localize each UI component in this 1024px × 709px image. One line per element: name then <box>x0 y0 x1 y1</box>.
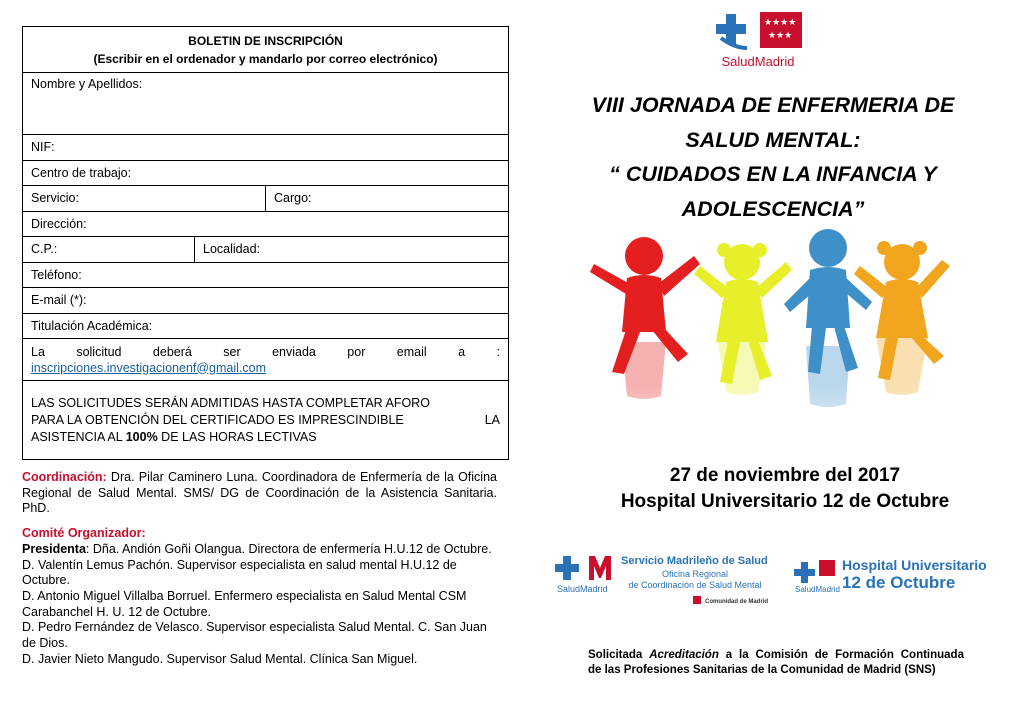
committee-member: D. Valentín Lemus Pachón. Supervisor especialista en salud mental H.U.12 de Octubre. <box>22 557 457 588</box>
submit-text <box>31 344 500 360</box>
note-attendance-percent: 100% <box>125 429 158 444</box>
accreditation-note <box>588 648 964 678</box>
sms-name: Servicio Madrileño de Salud <box>621 555 768 567</box>
note-certificate-end: LA <box>484 412 500 427</box>
partner-logos <box>555 550 995 614</box>
note-attendance-b: DE LAS HORAS LECTIVAS <box>157 429 317 444</box>
title-line: ADOLESCENCIA” <box>681 196 865 221</box>
row-postal-city <box>23 237 508 263</box>
field-email[interactable] <box>23 288 508 314</box>
credits <box>22 470 497 667</box>
field-postal-code[interactable] <box>23 237 195 262</box>
field-degree-label: Titulación Académica: <box>31 318 153 333</box>
submit-word: ser <box>223 344 241 359</box>
field-phone-label: Teléfono: <box>31 267 82 282</box>
field-phone[interactable] <box>23 263 508 289</box>
event-date: 27 de noviembre del 2017 <box>669 465 901 486</box>
accred-word: de <box>814 649 829 661</box>
accred-word: Formación <box>835 649 894 661</box>
note-certificate-text: PARA LA OBTENCIÓN DEL CERTIFICADO ES IMPRESCINDIBLE <box>31 412 404 427</box>
committee-member: D. Javier Nieto Mangudo. Supervisor Salud Mental. Clínica San Miguel. <box>22 651 418 666</box>
president-label: Presidenta <box>22 541 86 556</box>
salud-madrid-emblem-icon <box>712 8 804 74</box>
salud-madrid-logo <box>712 8 804 74</box>
president-text: : Dña. Andión Goñi Olangua. Directora de enfermería H.U.12 de Octubre. <box>85 541 492 556</box>
submit-word: solicitud <box>76 344 122 359</box>
field-nif-label: NIF: <box>31 140 55 155</box>
registration-form <box>22 26 509 460</box>
note-attendance-a: ASISTENCIA AL <box>31 429 126 444</box>
partner-logos-icon <box>555 550 995 614</box>
field-position[interactable] <box>266 186 320 211</box>
submit-word: deberá <box>152 344 192 359</box>
cm-text: Comunidad de Madrid <box>705 599 768 605</box>
accreditation-line2: de las Profesiones Sanitarias de la Comunidad de Madrid (SNS) <box>588 664 936 676</box>
submit-word: por <box>347 344 366 359</box>
field-postal-code-label: C.P.: <box>31 242 58 257</box>
title-line: VIII JORNADA DE ENFERMERIA DE <box>591 93 955 117</box>
submit-word: email <box>396 344 427 359</box>
logo-top-text: SaludMadrid <box>721 54 795 69</box>
event-venue: Hospital Universitario 12 de Octubre <box>620 491 950 512</box>
coordination-text: Dra. Pilar Caminero Luna. Coordinadora de Enfermería de la Oficina Regional de Salud Mental. SMS/ DG de Coordinación de la Asistencia Sanitaria. PhD. <box>22 470 497 516</box>
form-title: BOLETIN DE INSCRIPCIÓN <box>188 33 343 48</box>
field-address-label: Dirección: <box>31 216 87 231</box>
coordination-label: Coordinación: <box>22 470 107 484</box>
note-attendance <box>31 429 500 446</box>
field-position-label: Cargo: <box>274 191 312 206</box>
field-name-label: Nombre y Apellidos: <box>31 77 143 91</box>
dancing-children-icon <box>582 222 957 464</box>
svg-text:★★★★: ★★★★ <box>764 18 797 28</box>
field-city[interactable] <box>195 237 268 262</box>
committee-member: D. Antonio Miguel Villalba Borruel. Enfermero especialista en Salud Mental CSM Carabanchel H. U. 12 de Octubre. <box>22 588 467 619</box>
note-certificate <box>31 412 500 429</box>
svg-text:★★★: ★★★ <box>768 31 793 41</box>
field-service[interactable] <box>23 186 266 211</box>
accred-word: Comisión <box>755 649 808 661</box>
accred-word: a <box>725 649 733 661</box>
submit-word: a <box>458 344 466 359</box>
accreditation-line1 <box>588 648 964 663</box>
field-workplace[interactable] <box>23 161 508 187</box>
committee-label: Comité Organizador: <box>22 526 146 541</box>
title-line: “ CUIDADOS EN LA INFANCIA Y <box>609 162 937 186</box>
form-subtitle: (Escribir en el ordenador y mandarlo por correo electrónico) <box>93 51 438 66</box>
hosp-line2: 12 de Octubre <box>842 573 956 592</box>
children-illustration <box>582 222 957 464</box>
accred-word: la <box>739 649 749 661</box>
field-city-label: Localidad: <box>203 242 260 257</box>
submit-word: La <box>31 344 45 359</box>
committee-member: D. Pedro Fernández de Velasco. Supervisor especialista Salud Mental. C. San Juan de Dios. <box>22 620 487 651</box>
hosp-line1: Hospital Universitario <box>842 557 987 573</box>
accred-word: Solicitada <box>588 649 643 661</box>
event-title <box>548 88 998 226</box>
hosp-small-text: SaludMadrid <box>795 585 840 594</box>
field-address[interactable] <box>23 212 508 238</box>
field-service-label: Servicio: <box>31 191 79 206</box>
field-degree[interactable] <box>23 314 508 340</box>
sms-office: Oficina Regional <box>661 569 729 579</box>
president <box>22 542 497 558</box>
sms-coord: de Coordinación de Salud Mental <box>628 580 762 590</box>
field-workplace-label: Centro de trabajo: <box>31 165 132 180</box>
submit-instructions <box>23 339 508 381</box>
submit-word: : <box>496 344 500 359</box>
event-date-venue <box>560 463 1010 515</box>
form-header <box>23 27 508 73</box>
coordination <box>22 470 497 517</box>
accred-word: Continuada <box>900 649 964 661</box>
field-name[interactable] <box>23 73 508 135</box>
field-nif[interactable] <box>23 135 508 161</box>
submit-email-link[interactable]: inscripciones.investigacionenf@gmail.com <box>31 360 267 375</box>
title-line: SALUD MENTAL: <box>685 127 861 152</box>
sms-small-text: SaludMadrid <box>557 584 608 594</box>
note-capacity: LAS SOLICITUDES SERÁN ADMITIDAS HASTA COMPLETAR AFORO <box>31 395 430 410</box>
field-email-label: E-mail (*): <box>31 293 87 308</box>
form-notes <box>23 381 508 459</box>
submit-word: enviada <box>272 344 316 359</box>
row-service-position <box>23 186 508 212</box>
accred-word-italic: Acreditación <box>649 649 719 661</box>
